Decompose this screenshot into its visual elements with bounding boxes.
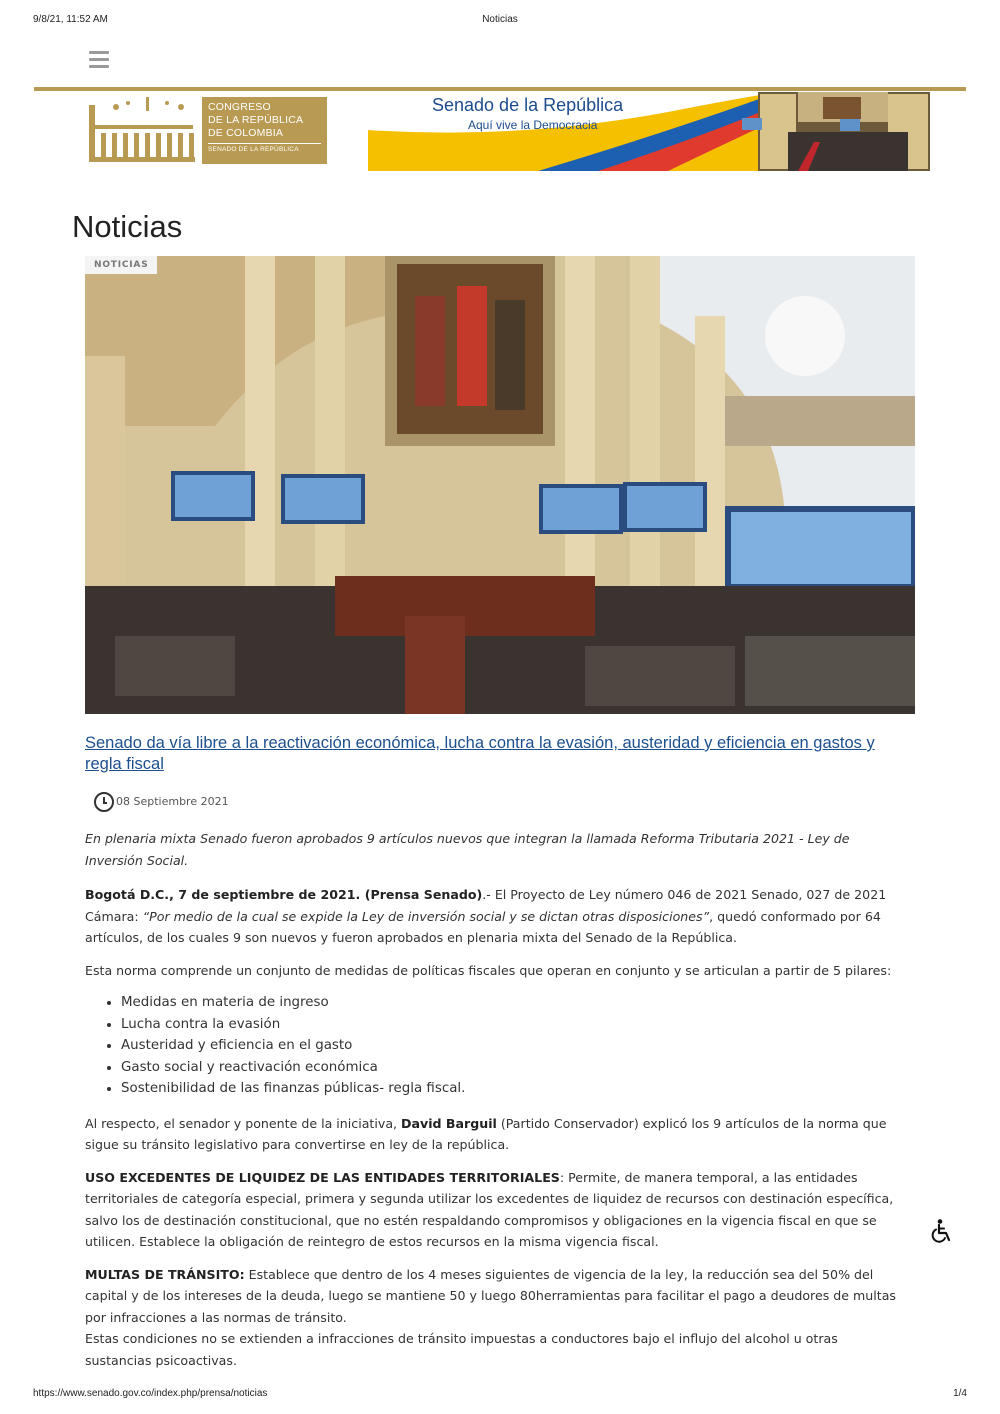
article-lead: En plenaria mixta Senado fueron aprobados 9 artículos nuevos que integran la llamada Reforma Tributaria 2021 - Ley de Inversión Social. — [85, 831, 850, 868]
paragraph-3-text-b: (Partido Conservador) explicó los 9 artículos de la norma que sigue su tránsito legislativo para convertirse en ley de la república. — [85, 1115, 887, 1152]
article-hero-image[interactable] — [85, 256, 915, 714]
paragraph-5-text: Establece que dentro de los 4 meses siguientes de vigencia de la ley, la reducción sea del 50% del capital y de los intereses de la deuda, luego se mantiene 50 y luego 80herramientas para facilitar el pago a deudores de multas por infracciones a las normas de tránsito. — [85, 1266, 896, 1325]
article-headline-link[interactable]: Senado da vía libre a la reactivación económica, lucha contra la evasión, austeridad y eficiencia en gastos y regla fiscal — [85, 734, 875, 773]
banner-title: Senado de la República — [432, 95, 624, 115]
paragraph-5 — [85, 1264, 900, 1329]
article-date — [94, 790, 229, 812]
capitol-logo-icon — [89, 97, 199, 164]
list-item: • Austeridad y eficiencia en el gasto — [121, 1035, 900, 1057]
print-title: Noticias — [482, 14, 518, 25]
logo-line-1: CONGRESO — [208, 101, 271, 113]
paragraph-3-text-a: Al respecto, el senador y ponente de la iniciativa, — [85, 1115, 402, 1131]
list-item: • Gasto social y reactivación económica — [121, 1057, 900, 1079]
print-footer — [33, 1388, 967, 1402]
paragraph-3 — [85, 1113, 900, 1156]
header-divider — [34, 87, 966, 91]
logo-wordmark — [202, 97, 327, 164]
print-page-number: 1/4 — [953, 1388, 967, 1399]
print-header — [33, 14, 967, 30]
print-url: https://www.senado.gov.co/index.php/prensa/noticias — [33, 1388, 268, 1399]
section-heading-multas: MULTAS DE TRÁNSITO: — [85, 1266, 245, 1282]
paragraph-1-text-b: , quedó conformado por 64 artículos, de los cuales 9 son nuevos y fueron aprobados en plenaria mixta del Senado de la República. — [85, 908, 881, 945]
pillars-list — [85, 992, 900, 1100]
logo-line-2: DE LA REPÚBLICA — [208, 114, 304, 126]
paragraph-1 — [85, 884, 900, 949]
paragraph-4-text: : Permite, de manera temporal, a las entidades territoriales de categoría especial, primera y segunda utilizar los excedentes de liquidez de recursos con destinación específica, salvo los de destinación constitucional, que no estén respaldando compromisos y obligaciones en la vigencia fiscal en que se utilicen. Establece la obligación de reintegro de estos recursos en la misma vigencia fiscal. — [85, 1169, 894, 1249]
article-body — [85, 828, 900, 1382]
list-item: • Sostenibilidad de las finanzas públicas- regla fiscal. — [121, 1078, 900, 1100]
category-badge[interactable]: NOTICIAS — [85, 256, 157, 274]
section-heading-liquidez: USO EXCEDENTES DE LIQUIDEZ DE LAS ENTIDADES TERRITORIALES — [85, 1169, 560, 1185]
logo-line-4: SENADO DE LA REPÚBLICA — [208, 143, 321, 153]
hamburger-icon[interactable] — [89, 51, 109, 69]
dateline: Bogotá D.C., 7 de septiembre de 2021. (Prensa Senado) — [85, 887, 483, 902]
senado-banner[interactable] — [368, 92, 930, 171]
banner-subtitle: Aquí vive la Democracia — [468, 118, 598, 132]
list-item: • Lucha contra la evasión — [121, 1014, 900, 1036]
page-title: Noticias — [72, 209, 183, 244]
wheelchair-icon[interactable] — [929, 1218, 955, 1244]
clock-icon — [94, 792, 114, 812]
print-timestamp: 9/8/21, 11:52 AM — [33, 14, 108, 25]
list-item: • Medidas en materia de ingreso — [121, 992, 900, 1014]
paragraph-2: Esta norma comprende un conjunto de medidas de políticas fiscales que operan en conjunto y se articulan a partir de 5 pilares: — [85, 962, 892, 978]
paragraph-6: Estas condiciones no se extienden a infracciones de tránsito impuestas a conductores bajo el influjo del alcohol u otras sustancias psicoactivas. — [85, 1331, 838, 1368]
paragraph-1-text-a: .- El Proyecto de Ley número 046 de 2021 Senado, 027 de 2021 Cámara: — [85, 887, 887, 924]
paragraph-4 — [85, 1167, 900, 1253]
congreso-logo[interactable] — [89, 97, 327, 164]
senate-plenary-photo — [85, 256, 915, 714]
article-date-text: 08 Septiembre 2021 — [116, 795, 229, 808]
bill-title: “Por medio de la cual se expide la Ley de inversión social y se dictan otras disposiciones” — [142, 908, 710, 924]
logo-line-3: DE COLOMBIA — [208, 127, 284, 139]
senator-name: David Barguil — [401, 1115, 497, 1131]
